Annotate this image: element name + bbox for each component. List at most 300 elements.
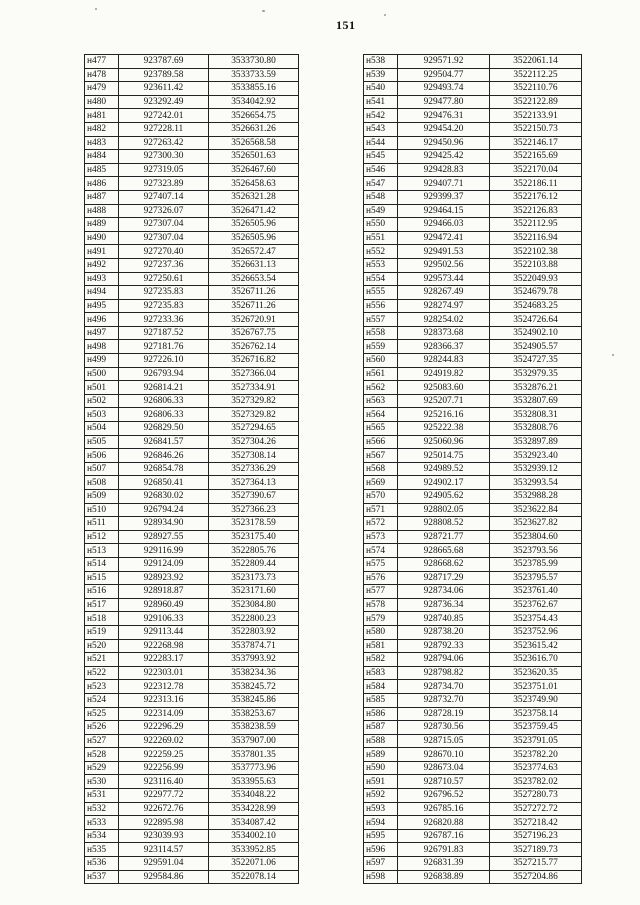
x-coordinate-cell: 928794.06 xyxy=(398,653,490,667)
x-coordinate-cell: 929504.77 xyxy=(398,68,490,82)
y-coordinate-cell: 3527366.23 xyxy=(209,503,299,517)
table-row xyxy=(364,422,582,436)
x-coordinate-cell: 929472.41 xyxy=(398,231,490,245)
y-coordinate-cell: 3532993.54 xyxy=(490,476,582,490)
y-coordinate-cell: 3526505.96 xyxy=(209,218,299,232)
y-coordinate-cell: 3524902.10 xyxy=(490,326,582,340)
y-coordinate-cell: 3522110.76 xyxy=(490,82,582,96)
x-coordinate-cell: 929476.31 xyxy=(398,109,490,123)
point-id-cell: н518 xyxy=(85,612,119,626)
table-row xyxy=(364,490,582,504)
point-id-cell: н593 xyxy=(364,802,398,816)
x-coordinate-cell: 928274.97 xyxy=(398,299,490,313)
table-row xyxy=(85,557,299,571)
table-row xyxy=(85,245,299,259)
y-coordinate-cell: 3527189.73 xyxy=(490,843,582,857)
table-row xyxy=(85,490,299,504)
table-row xyxy=(85,272,299,286)
table-row xyxy=(85,190,299,204)
point-id-cell: н566 xyxy=(364,435,398,449)
point-id-cell: н495 xyxy=(85,299,119,313)
y-coordinate-cell: 3522133.91 xyxy=(490,109,582,123)
table-row xyxy=(364,381,582,395)
table-row xyxy=(85,680,299,694)
point-id-cell: н481 xyxy=(85,109,119,123)
table-row xyxy=(364,136,582,150)
table-row xyxy=(364,462,582,476)
point-id-cell: н522 xyxy=(85,666,119,680)
y-coordinate-cell: 3532939.12 xyxy=(490,462,582,476)
y-coordinate-cell: 3522103.88 xyxy=(490,258,582,272)
point-id-cell: н536 xyxy=(85,857,119,871)
point-id-cell: н485 xyxy=(85,163,119,177)
table-row xyxy=(364,503,582,517)
table-row xyxy=(85,381,299,395)
y-coordinate-cell: 3522165.69 xyxy=(490,150,582,164)
y-coordinate-cell: 3537907.00 xyxy=(209,734,299,748)
x-coordinate-cell: 929106.33 xyxy=(119,612,209,626)
y-coordinate-cell: 3523793.56 xyxy=(490,544,582,558)
point-id-cell: н561 xyxy=(364,367,398,381)
point-id-cell: н487 xyxy=(85,190,119,204)
x-coordinate-cell: 922312.78 xyxy=(119,680,209,694)
x-coordinate-cell: 926820.88 xyxy=(398,816,490,830)
point-id-cell: н555 xyxy=(364,286,398,300)
x-coordinate-cell: 927300.30 xyxy=(119,150,209,164)
table-row xyxy=(85,857,299,871)
x-coordinate-cell: 928267.49 xyxy=(398,286,490,300)
table-row xyxy=(364,721,582,735)
y-coordinate-cell: 3527308.14 xyxy=(209,449,299,463)
point-id-cell: н575 xyxy=(364,557,398,571)
x-coordinate-cell: 929502.56 xyxy=(398,258,490,272)
x-coordinate-cell: 928254.02 xyxy=(398,313,490,327)
point-id-cell: н478 xyxy=(85,68,119,82)
point-id-cell: н578 xyxy=(364,598,398,612)
table-row xyxy=(364,177,582,191)
scan-speck xyxy=(262,10,265,12)
point-id-cell: н526 xyxy=(85,721,119,735)
table-row xyxy=(364,707,582,721)
x-coordinate-cell: 928927.55 xyxy=(119,530,209,544)
table-row xyxy=(364,775,582,789)
y-coordinate-cell: 3538234.36 xyxy=(209,666,299,680)
point-id-cell: н559 xyxy=(364,340,398,354)
table-row xyxy=(364,408,582,422)
y-coordinate-cell: 3537801.35 xyxy=(209,748,299,762)
table-row xyxy=(85,109,299,123)
table-row xyxy=(85,571,299,585)
table-row xyxy=(364,55,582,69)
y-coordinate-cell: 3533952.85 xyxy=(209,843,299,857)
x-coordinate-cell: 929591.04 xyxy=(119,857,209,871)
x-coordinate-cell: 922314.09 xyxy=(119,707,209,721)
table-row xyxy=(364,857,582,871)
table-row xyxy=(364,802,582,816)
x-coordinate-cell: 927263.42 xyxy=(119,136,209,150)
point-id-cell: н594 xyxy=(364,816,398,830)
page-number: 151 xyxy=(336,18,356,32)
table-row xyxy=(85,503,299,517)
point-id-cell: н595 xyxy=(364,829,398,843)
x-coordinate-cell: 926787.16 xyxy=(398,829,490,843)
y-coordinate-cell: 3522071.06 xyxy=(209,857,299,871)
point-id-cell: н590 xyxy=(364,761,398,775)
y-coordinate-cell: 3533955.63 xyxy=(209,775,299,789)
point-id-cell: н500 xyxy=(85,367,119,381)
point-id-cell: н584 xyxy=(364,680,398,694)
x-coordinate-cell: 925216.16 xyxy=(398,408,490,422)
x-coordinate-cell: 928717.29 xyxy=(398,571,490,585)
x-coordinate-cell: 926794.24 xyxy=(119,503,209,517)
x-coordinate-cell: 928798.82 xyxy=(398,666,490,680)
point-id-cell: н568 xyxy=(364,462,398,476)
point-id-cell: н552 xyxy=(364,245,398,259)
y-coordinate-cell: 3522112.25 xyxy=(490,68,582,82)
point-id-cell: н571 xyxy=(364,503,398,517)
table-row xyxy=(85,68,299,82)
table-row xyxy=(85,367,299,381)
table-row xyxy=(85,870,299,884)
y-coordinate-cell: 3523804.60 xyxy=(490,530,582,544)
x-coordinate-cell: 923116.40 xyxy=(119,775,209,789)
table-row xyxy=(85,761,299,775)
y-coordinate-cell: 3532808.31 xyxy=(490,408,582,422)
y-coordinate-cell: 3522809.44 xyxy=(209,557,299,571)
y-coordinate-cell: 3523795.57 xyxy=(490,571,582,585)
table-row xyxy=(85,258,299,272)
y-coordinate-cell: 3527334.91 xyxy=(209,381,299,395)
y-coordinate-cell: 3533730.80 xyxy=(209,55,299,69)
point-id-cell: н596 xyxy=(364,843,398,857)
x-coordinate-cell: 928710.57 xyxy=(398,775,490,789)
x-coordinate-cell: 926791.83 xyxy=(398,843,490,857)
point-id-cell: н548 xyxy=(364,190,398,204)
table-row xyxy=(85,517,299,531)
table-row xyxy=(364,109,582,123)
y-coordinate-cell: 3538238.59 xyxy=(209,721,299,735)
y-coordinate-cell: 3523761.40 xyxy=(490,585,582,599)
table-row xyxy=(85,150,299,164)
x-coordinate-cell: 923789.58 xyxy=(119,68,209,82)
x-coordinate-cell: 925083.60 xyxy=(398,381,490,395)
x-coordinate-cell: 929407.71 xyxy=(398,177,490,191)
point-id-cell: н579 xyxy=(364,612,398,626)
y-coordinate-cell: 3532808.76 xyxy=(490,422,582,436)
point-id-cell: н489 xyxy=(85,218,119,232)
y-coordinate-cell: 3537874.71 xyxy=(209,639,299,653)
point-id-cell: н540 xyxy=(364,82,398,96)
x-coordinate-cell: 926806.33 xyxy=(119,408,209,422)
y-coordinate-cell: 3523791.05 xyxy=(490,734,582,748)
table-row xyxy=(364,204,582,218)
x-coordinate-cell: 929491.53 xyxy=(398,245,490,259)
table-row xyxy=(85,122,299,136)
y-coordinate-cell: 3526321.28 xyxy=(209,190,299,204)
y-coordinate-cell: 3527196.23 xyxy=(490,829,582,843)
x-coordinate-cell: 928923.92 xyxy=(119,571,209,585)
point-id-cell: н570 xyxy=(364,490,398,504)
x-coordinate-cell: 927235.83 xyxy=(119,286,209,300)
point-id-cell: н528 xyxy=(85,748,119,762)
y-coordinate-cell: 3523620.35 xyxy=(490,666,582,680)
point-id-cell: н532 xyxy=(85,802,119,816)
table-row xyxy=(85,313,299,327)
table-row xyxy=(85,829,299,843)
y-coordinate-cell: 3533733.59 xyxy=(209,68,299,82)
x-coordinate-cell: 926785.16 xyxy=(398,802,490,816)
point-id-cell: н486 xyxy=(85,177,119,191)
y-coordinate-cell: 3522078.14 xyxy=(209,870,299,884)
point-id-cell: н573 xyxy=(364,530,398,544)
point-id-cell: н530 xyxy=(85,775,119,789)
y-coordinate-cell: 3526711.26 xyxy=(209,286,299,300)
x-coordinate-cell: 929573.44 xyxy=(398,272,490,286)
point-id-cell: н515 xyxy=(85,571,119,585)
point-id-cell: н488 xyxy=(85,204,119,218)
table-row xyxy=(85,707,299,721)
x-coordinate-cell: 927226.10 xyxy=(119,354,209,368)
x-coordinate-cell: 929493.74 xyxy=(398,82,490,96)
x-coordinate-cell: 929124.09 xyxy=(119,557,209,571)
point-id-cell: н479 xyxy=(85,82,119,96)
x-coordinate-cell: 925060.96 xyxy=(398,435,490,449)
table-row xyxy=(364,517,582,531)
point-id-cell: н550 xyxy=(364,218,398,232)
x-coordinate-cell: 928738.20 xyxy=(398,625,490,639)
x-coordinate-cell: 928934.90 xyxy=(119,517,209,531)
table-row xyxy=(85,639,299,653)
y-coordinate-cell: 3527294.65 xyxy=(209,422,299,436)
table-row xyxy=(85,326,299,340)
point-id-cell: н557 xyxy=(364,313,398,327)
x-coordinate-cell: 929425.42 xyxy=(398,150,490,164)
y-coordinate-cell: 3532876.21 xyxy=(490,381,582,395)
x-coordinate-cell: 928734.06 xyxy=(398,585,490,599)
y-coordinate-cell: 3522126.83 xyxy=(490,204,582,218)
y-coordinate-cell: 3522150.73 xyxy=(490,122,582,136)
point-id-cell: н551 xyxy=(364,231,398,245)
x-coordinate-cell: 922313.16 xyxy=(119,693,209,707)
table-row xyxy=(364,313,582,327)
y-coordinate-cell: 3526501.63 xyxy=(209,150,299,164)
table-row xyxy=(364,829,582,843)
table-row xyxy=(364,571,582,585)
point-id-cell: н560 xyxy=(364,354,398,368)
point-id-cell: н512 xyxy=(85,530,119,544)
x-coordinate-cell: 922259.25 xyxy=(119,748,209,762)
y-coordinate-cell: 3523782.02 xyxy=(490,775,582,789)
point-id-cell: н535 xyxy=(85,843,119,857)
y-coordinate-cell: 3524679.78 xyxy=(490,286,582,300)
scan-speck xyxy=(95,8,97,10)
point-id-cell: н503 xyxy=(85,408,119,422)
coordinates-table-left xyxy=(84,54,299,884)
point-id-cell: н523 xyxy=(85,680,119,694)
y-coordinate-cell: 3523752.96 xyxy=(490,625,582,639)
table-row xyxy=(85,693,299,707)
x-coordinate-cell: 927233.36 xyxy=(119,313,209,327)
table-row xyxy=(364,435,582,449)
y-coordinate-cell: 3527329.82 xyxy=(209,394,299,408)
x-coordinate-cell: 926806.33 xyxy=(119,394,209,408)
x-coordinate-cell: 927237.36 xyxy=(119,258,209,272)
y-coordinate-cell: 3537993.92 xyxy=(209,653,299,667)
x-coordinate-cell: 928730.56 xyxy=(398,721,490,735)
table-row xyxy=(364,693,582,707)
y-coordinate-cell: 3527280.73 xyxy=(490,789,582,803)
x-coordinate-cell: 927181.76 xyxy=(119,340,209,354)
table-row xyxy=(85,585,299,599)
y-coordinate-cell: 3534228.99 xyxy=(209,802,299,816)
point-id-cell: н483 xyxy=(85,136,119,150)
y-coordinate-cell: 3524683.25 xyxy=(490,299,582,313)
table-row xyxy=(85,775,299,789)
y-coordinate-cell: 3527218.42 xyxy=(490,816,582,830)
x-coordinate-cell: 928918.87 xyxy=(119,585,209,599)
table-row xyxy=(364,734,582,748)
y-coordinate-cell: 3527204.86 xyxy=(490,870,582,884)
y-coordinate-cell: 3538245.72 xyxy=(209,680,299,694)
x-coordinate-cell: 923292.49 xyxy=(119,95,209,109)
x-coordinate-cell: 922296.29 xyxy=(119,721,209,735)
point-id-cell: н529 xyxy=(85,761,119,775)
point-id-cell: н544 xyxy=(364,136,398,150)
y-coordinate-cell: 3523759.45 xyxy=(490,721,582,735)
table-row xyxy=(364,530,582,544)
table-row xyxy=(364,218,582,232)
y-coordinate-cell: 3527272.72 xyxy=(490,802,582,816)
table-row xyxy=(85,653,299,667)
x-coordinate-cell: 927228.11 xyxy=(119,122,209,136)
point-id-cell: н492 xyxy=(85,258,119,272)
point-id-cell: н511 xyxy=(85,517,119,531)
point-id-cell: н543 xyxy=(364,122,398,136)
y-coordinate-cell: 3532923.40 xyxy=(490,449,582,463)
y-coordinate-cell: 3526767.75 xyxy=(209,326,299,340)
point-id-cell: н538 xyxy=(364,55,398,69)
y-coordinate-cell: 3527366.04 xyxy=(209,367,299,381)
table-row xyxy=(85,612,299,626)
point-id-cell: н509 xyxy=(85,490,119,504)
table-row xyxy=(364,326,582,340)
table-row xyxy=(364,544,582,558)
point-id-cell: н589 xyxy=(364,748,398,762)
table-row xyxy=(364,272,582,286)
table-row xyxy=(85,394,299,408)
table-row xyxy=(364,286,582,300)
y-coordinate-cell: 3534087.42 xyxy=(209,816,299,830)
x-coordinate-cell: 922895.98 xyxy=(119,816,209,830)
point-id-cell: н556 xyxy=(364,299,398,313)
y-coordinate-cell: 3526467.60 xyxy=(209,163,299,177)
table-row xyxy=(364,585,582,599)
x-coordinate-cell: 928373.68 xyxy=(398,326,490,340)
point-id-cell: н525 xyxy=(85,707,119,721)
x-coordinate-cell: 926846.26 xyxy=(119,449,209,463)
point-id-cell: н583 xyxy=(364,666,398,680)
y-coordinate-cell: 3533855.16 xyxy=(209,82,299,96)
point-id-cell: н505 xyxy=(85,435,119,449)
x-coordinate-cell: 927307.04 xyxy=(119,231,209,245)
y-coordinate-cell: 3523084.80 xyxy=(209,598,299,612)
x-coordinate-cell: 928736.34 xyxy=(398,598,490,612)
x-coordinate-cell: 927326.07 xyxy=(119,204,209,218)
x-coordinate-cell: 926793.94 xyxy=(119,367,209,381)
point-id-cell: н558 xyxy=(364,326,398,340)
point-id-cell: н537 xyxy=(85,870,119,884)
table-row xyxy=(364,163,582,177)
x-coordinate-cell: 925222.38 xyxy=(398,422,490,436)
table-row xyxy=(364,245,582,259)
point-id-cell: н587 xyxy=(364,721,398,735)
point-id-cell: н491 xyxy=(85,245,119,259)
x-coordinate-cell: 928244.83 xyxy=(398,354,490,368)
y-coordinate-cell: 3524905.57 xyxy=(490,340,582,354)
table-row xyxy=(85,422,299,436)
scan-speck xyxy=(384,14,386,16)
point-id-cell: н554 xyxy=(364,272,398,286)
point-id-cell: н581 xyxy=(364,639,398,653)
table-row xyxy=(85,136,299,150)
point-id-cell: н497 xyxy=(85,326,119,340)
y-coordinate-cell: 3523171.60 xyxy=(209,585,299,599)
coordinates-table-right xyxy=(363,54,582,884)
y-coordinate-cell: 3527336.29 xyxy=(209,462,299,476)
table-row xyxy=(364,299,582,313)
point-id-cell: н506 xyxy=(85,449,119,463)
table-row xyxy=(364,789,582,803)
y-coordinate-cell: 3522061.14 xyxy=(490,55,582,69)
point-id-cell: н562 xyxy=(364,381,398,395)
point-id-cell: н517 xyxy=(85,598,119,612)
x-coordinate-cell: 926854.78 xyxy=(119,462,209,476)
x-coordinate-cell: 929428.83 xyxy=(398,163,490,177)
y-coordinate-cell: 3524727.35 xyxy=(490,354,582,368)
x-coordinate-cell: 926829.50 xyxy=(119,422,209,436)
x-coordinate-cell: 922269.02 xyxy=(119,734,209,748)
y-coordinate-cell: 3522805.76 xyxy=(209,544,299,558)
point-id-cell: н576 xyxy=(364,571,398,585)
y-coordinate-cell: 3523178.59 xyxy=(209,517,299,531)
point-id-cell: н577 xyxy=(364,585,398,599)
table-row xyxy=(85,843,299,857)
x-coordinate-cell: 922977.72 xyxy=(119,789,209,803)
x-coordinate-cell: 924902.17 xyxy=(398,476,490,490)
x-coordinate-cell: 927187.52 xyxy=(119,326,209,340)
y-coordinate-cell: 3538253.67 xyxy=(209,707,299,721)
y-coordinate-cell: 3523749.90 xyxy=(490,693,582,707)
y-coordinate-cell: 3526716.82 xyxy=(209,354,299,368)
y-coordinate-cell: 3526653.54 xyxy=(209,272,299,286)
y-coordinate-cell: 3538245.86 xyxy=(209,693,299,707)
table-row xyxy=(85,598,299,612)
y-coordinate-cell: 3522146.17 xyxy=(490,136,582,150)
table-row xyxy=(364,68,582,82)
y-coordinate-cell: 3527364.13 xyxy=(209,476,299,490)
y-coordinate-cell: 3526631.13 xyxy=(209,258,299,272)
y-coordinate-cell: 3532979.35 xyxy=(490,367,582,381)
table-row xyxy=(85,204,299,218)
point-id-cell: н531 xyxy=(85,789,119,803)
y-coordinate-cell: 3532988.28 xyxy=(490,490,582,504)
x-coordinate-cell: 928366.37 xyxy=(398,340,490,354)
y-coordinate-cell: 3526572.47 xyxy=(209,245,299,259)
y-coordinate-cell: 3526654.75 xyxy=(209,109,299,123)
x-coordinate-cell: 926796.52 xyxy=(398,789,490,803)
x-coordinate-cell: 925014.75 xyxy=(398,449,490,463)
x-coordinate-cell: 928792.33 xyxy=(398,639,490,653)
